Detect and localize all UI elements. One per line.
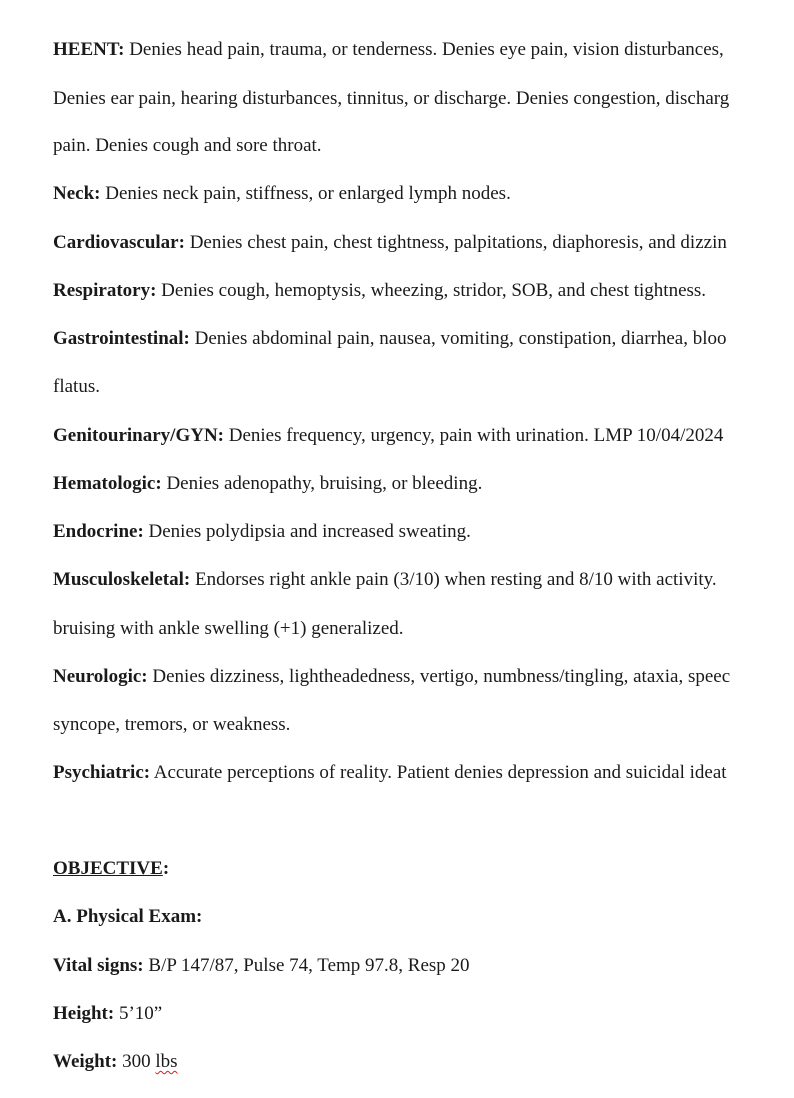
weight-value: 300 xyxy=(122,1051,151,1072)
heent-line-3 xyxy=(53,134,322,158)
gastrointestinal-label: Gastrointestinal: xyxy=(53,328,190,349)
musculoskeletal-line-2 xyxy=(53,617,404,641)
cardiovascular-line xyxy=(53,231,727,255)
neurologic-line-1 xyxy=(53,665,730,689)
musculoskeletal-text-2: bruising with ankle swelling (+1) generalized. xyxy=(53,618,404,639)
height-line xyxy=(53,1002,162,1026)
gastrointestinal-line-2 xyxy=(53,375,100,399)
objective-heading-colon: : xyxy=(162,858,170,879)
heent-text-2: Denies ear pain, hearing disturbances, tinnitus, or discharge. Denies congestion, discharg xyxy=(53,88,730,109)
endocrine-text: Denies polydipsia and increased sweating. xyxy=(148,521,471,542)
heent-text-3: pain. Denies cough and sore throat. xyxy=(53,135,322,156)
neurologic-text: Denies dizziness, lightheadedness, vertigo, numbness/tingling, ataxia, speec xyxy=(152,666,731,687)
objective-heading-text: OBJECTIVE xyxy=(53,858,163,879)
hematologic-label: Hematologic: xyxy=(53,473,162,494)
heent-line-1 xyxy=(53,38,724,62)
psychiatric-text: Accurate perceptions of reality. Patient denies depression and suicidal ideat xyxy=(153,762,727,783)
gastrointestinal-line-1 xyxy=(53,327,727,351)
genitourinary-text: Denies frequency, urgency, pain with urination. LMP 10/04/2024 xyxy=(228,425,724,446)
heent-text: Denies head pain, trauma, or tenderness. Denies eye pain, vision disturbances, xyxy=(129,39,724,60)
musculoskeletal-label: Musculoskeletal: xyxy=(53,569,191,590)
endocrine-line xyxy=(53,520,471,544)
neck-line xyxy=(53,182,511,206)
musculoskeletal-text: Endorses right ankle pain (3/10) when resting and 8/10 with activity. xyxy=(194,569,717,590)
cardiovascular-text: Denies chest pain, chest tightness, palpitations, diaphoresis, and dizzin xyxy=(189,232,727,253)
vital-signs-line xyxy=(53,954,470,978)
respiratory-text: Denies cough, hemoptysis, wheezing, stridor, SOB, and chest tightness. xyxy=(161,280,707,301)
objective-heading xyxy=(53,857,169,881)
vital-signs-label: Vital signs: xyxy=(53,955,144,976)
neck-text: Denies neck pain, stiffness, or enlarged lymph nodes. xyxy=(105,183,511,204)
musculoskeletal-line-1 xyxy=(53,568,717,592)
neurologic-text-2: syncope, tremors, or weakness. xyxy=(53,714,291,735)
neurologic-line-2 xyxy=(53,713,290,737)
endocrine-label: Endocrine: xyxy=(53,521,144,542)
genitourinary-label: Genitourinary/GYN: xyxy=(53,425,224,446)
neck-label: Neck: xyxy=(53,183,101,204)
vital-signs-text: B/P 147/87, Pulse 74, Temp 97.8, Resp 20 xyxy=(148,955,470,976)
weight-unit-spellcheck: lbs xyxy=(155,1051,178,1072)
heent-label: HEENT: xyxy=(53,39,125,60)
height-label: Height: xyxy=(53,1003,115,1024)
height-value: 5’10” xyxy=(118,1003,163,1024)
psychiatric-line xyxy=(53,761,727,785)
respiratory-line xyxy=(53,279,706,303)
respiratory-label: Respiratory: xyxy=(53,280,157,301)
gastrointestinal-text: Denies abdominal pain, nausea, vomiting, constipation, diarrhea, bloo xyxy=(194,328,727,349)
hematologic-line xyxy=(53,472,482,496)
hematologic-text: Denies adenopathy, bruising, or bleeding. xyxy=(166,473,483,494)
genitourinary-line xyxy=(53,424,723,448)
gastrointestinal-text-2: flatus. xyxy=(53,376,100,397)
weight-label: Weight: xyxy=(53,1051,118,1072)
physical-exam-heading xyxy=(53,905,202,929)
cardiovascular-label: Cardiovascular: xyxy=(53,232,185,253)
neurologic-label: Neurologic: xyxy=(53,666,148,687)
psychiatric-label: Psychiatric: xyxy=(53,762,151,783)
heent-line-2 xyxy=(53,87,729,111)
weight-line xyxy=(53,1050,178,1074)
physical-exam-label: A. Physical Exam: xyxy=(53,906,203,927)
